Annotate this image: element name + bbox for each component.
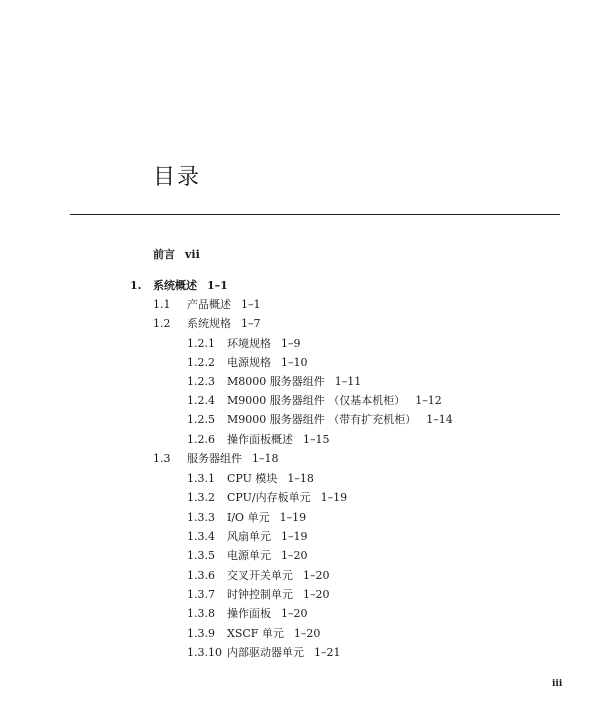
toc-entry-number: 1.3.3 <box>187 511 215 524</box>
toc-entry-number: 1.3.4 <box>187 530 215 543</box>
toc-entry-page: 1–14 <box>426 413 453 426</box>
toc-entry-page: 1–20 <box>303 588 330 601</box>
toc-entry-page: 1–12 <box>415 394 442 407</box>
toc-entry-title: 电源单元 <box>227 549 271 562</box>
toc-entry-title: 操作面板概述 <box>227 433 293 446</box>
toc-entry-number: 1.2.6 <box>187 433 215 446</box>
toc-entry-title: 前言 <box>153 248 175 261</box>
toc-entry-page: 1–20 <box>281 607 308 620</box>
toc-entry-title: 系统概述 <box>153 279 197 292</box>
toc-entry-page: 1–18 <box>287 472 314 485</box>
toc-entry-page: 1–1 <box>207 279 228 292</box>
toc-entry-title: I/O 单元 <box>227 511 270 524</box>
toc-entry-title: 电源规格 <box>227 356 271 369</box>
toc-entry-page: 1–19 <box>320 491 348 504</box>
toc-entry-title: XSCF 单元 <box>227 627 284 640</box>
toc-entry-number: 1.3.8 <box>187 607 215 620</box>
toc-entry-page: 1–1 <box>241 298 261 311</box>
toc-entry-number: 1.3.10 <box>187 646 222 659</box>
title-rule <box>70 214 560 215</box>
toc-entry-title: M9000 服务器组件 （带有扩充机柜） <box>227 413 417 426</box>
toc-entry-page: 1–20 <box>293 627 321 640</box>
toc-entry-page: 1–19 <box>279 511 307 524</box>
toc-entry-title: 内部驱动器单元 <box>227 646 304 659</box>
toc-entry-title: M8000 服务器组件 <box>227 375 325 388</box>
toc-entry-number: 1.3.2 <box>187 491 215 504</box>
toc-entry-number: 1.2.2 <box>187 356 215 369</box>
toc-entry-page: vii <box>185 248 200 261</box>
toc-entry-number: 1.2.5 <box>187 413 215 426</box>
toc-entry-page: 1–11 <box>334 375 362 388</box>
toc-entry-number: 1.2.1 <box>187 337 215 350</box>
toc-entry-page: 1–21 <box>314 646 341 659</box>
toc-entry-page: 1–20 <box>303 569 330 582</box>
toc-entry-page: 1–9 <box>281 337 301 350</box>
toc-entry-title: 环境规格 <box>227 337 271 350</box>
toc-entry-number: 1.3.6 <box>187 569 215 582</box>
toc-entry-page: 1–7 <box>241 317 261 330</box>
toc-entry-number: 1.2 <box>153 317 171 330</box>
toc-entry-title: 交叉开关单元 <box>227 569 293 582</box>
page-number: iii <box>552 679 563 689</box>
toc-entry-title: 操作面板 <box>227 607 271 620</box>
toc-entry-number: 1.3.1 <box>187 472 215 485</box>
toc-entry-title: 系统规格 <box>187 317 231 330</box>
toc-entry-title: 服务器组件 <box>187 452 242 465</box>
toc-entry-title: CPU/内存板单元 <box>227 491 311 504</box>
toc-entry-page: 1–10 <box>281 356 308 369</box>
toc-entry-number: 1.3.7 <box>187 588 215 601</box>
toc-entry-preface[interactable] <box>153 248 200 262</box>
toc-entry-title: CPU 模块 <box>227 472 278 485</box>
toc-entry-page: 1–18 <box>252 452 279 465</box>
toc-entry-number: 1.3 <box>153 452 171 465</box>
toc-entry-number: 1.2.4 <box>187 394 215 407</box>
toc-entry-number: 1.2.3 <box>187 375 215 388</box>
toc-entry-number: 1. <box>130 279 142 292</box>
page-title: 目录 <box>153 165 202 190</box>
toc-entry-page: 1–15 <box>303 433 330 446</box>
toc-entry-number: 1.1 <box>153 298 171 311</box>
toc-entry-number: 1.3.5 <box>187 549 215 562</box>
toc-entry-title: M9000 服务器组件 （仅基本机柜） <box>227 394 406 407</box>
toc-entry-title: 风扇单元 <box>227 530 271 543</box>
toc-entry-number: 1.3.9 <box>187 627 215 640</box>
toc-entry-title: 产品概述 <box>187 298 231 311</box>
toc-entry-page: 1–20 <box>281 549 308 562</box>
toc-entry-page: 1–19 <box>281 530 308 543</box>
toc-entry-title: 时钟控制单元 <box>227 588 293 601</box>
